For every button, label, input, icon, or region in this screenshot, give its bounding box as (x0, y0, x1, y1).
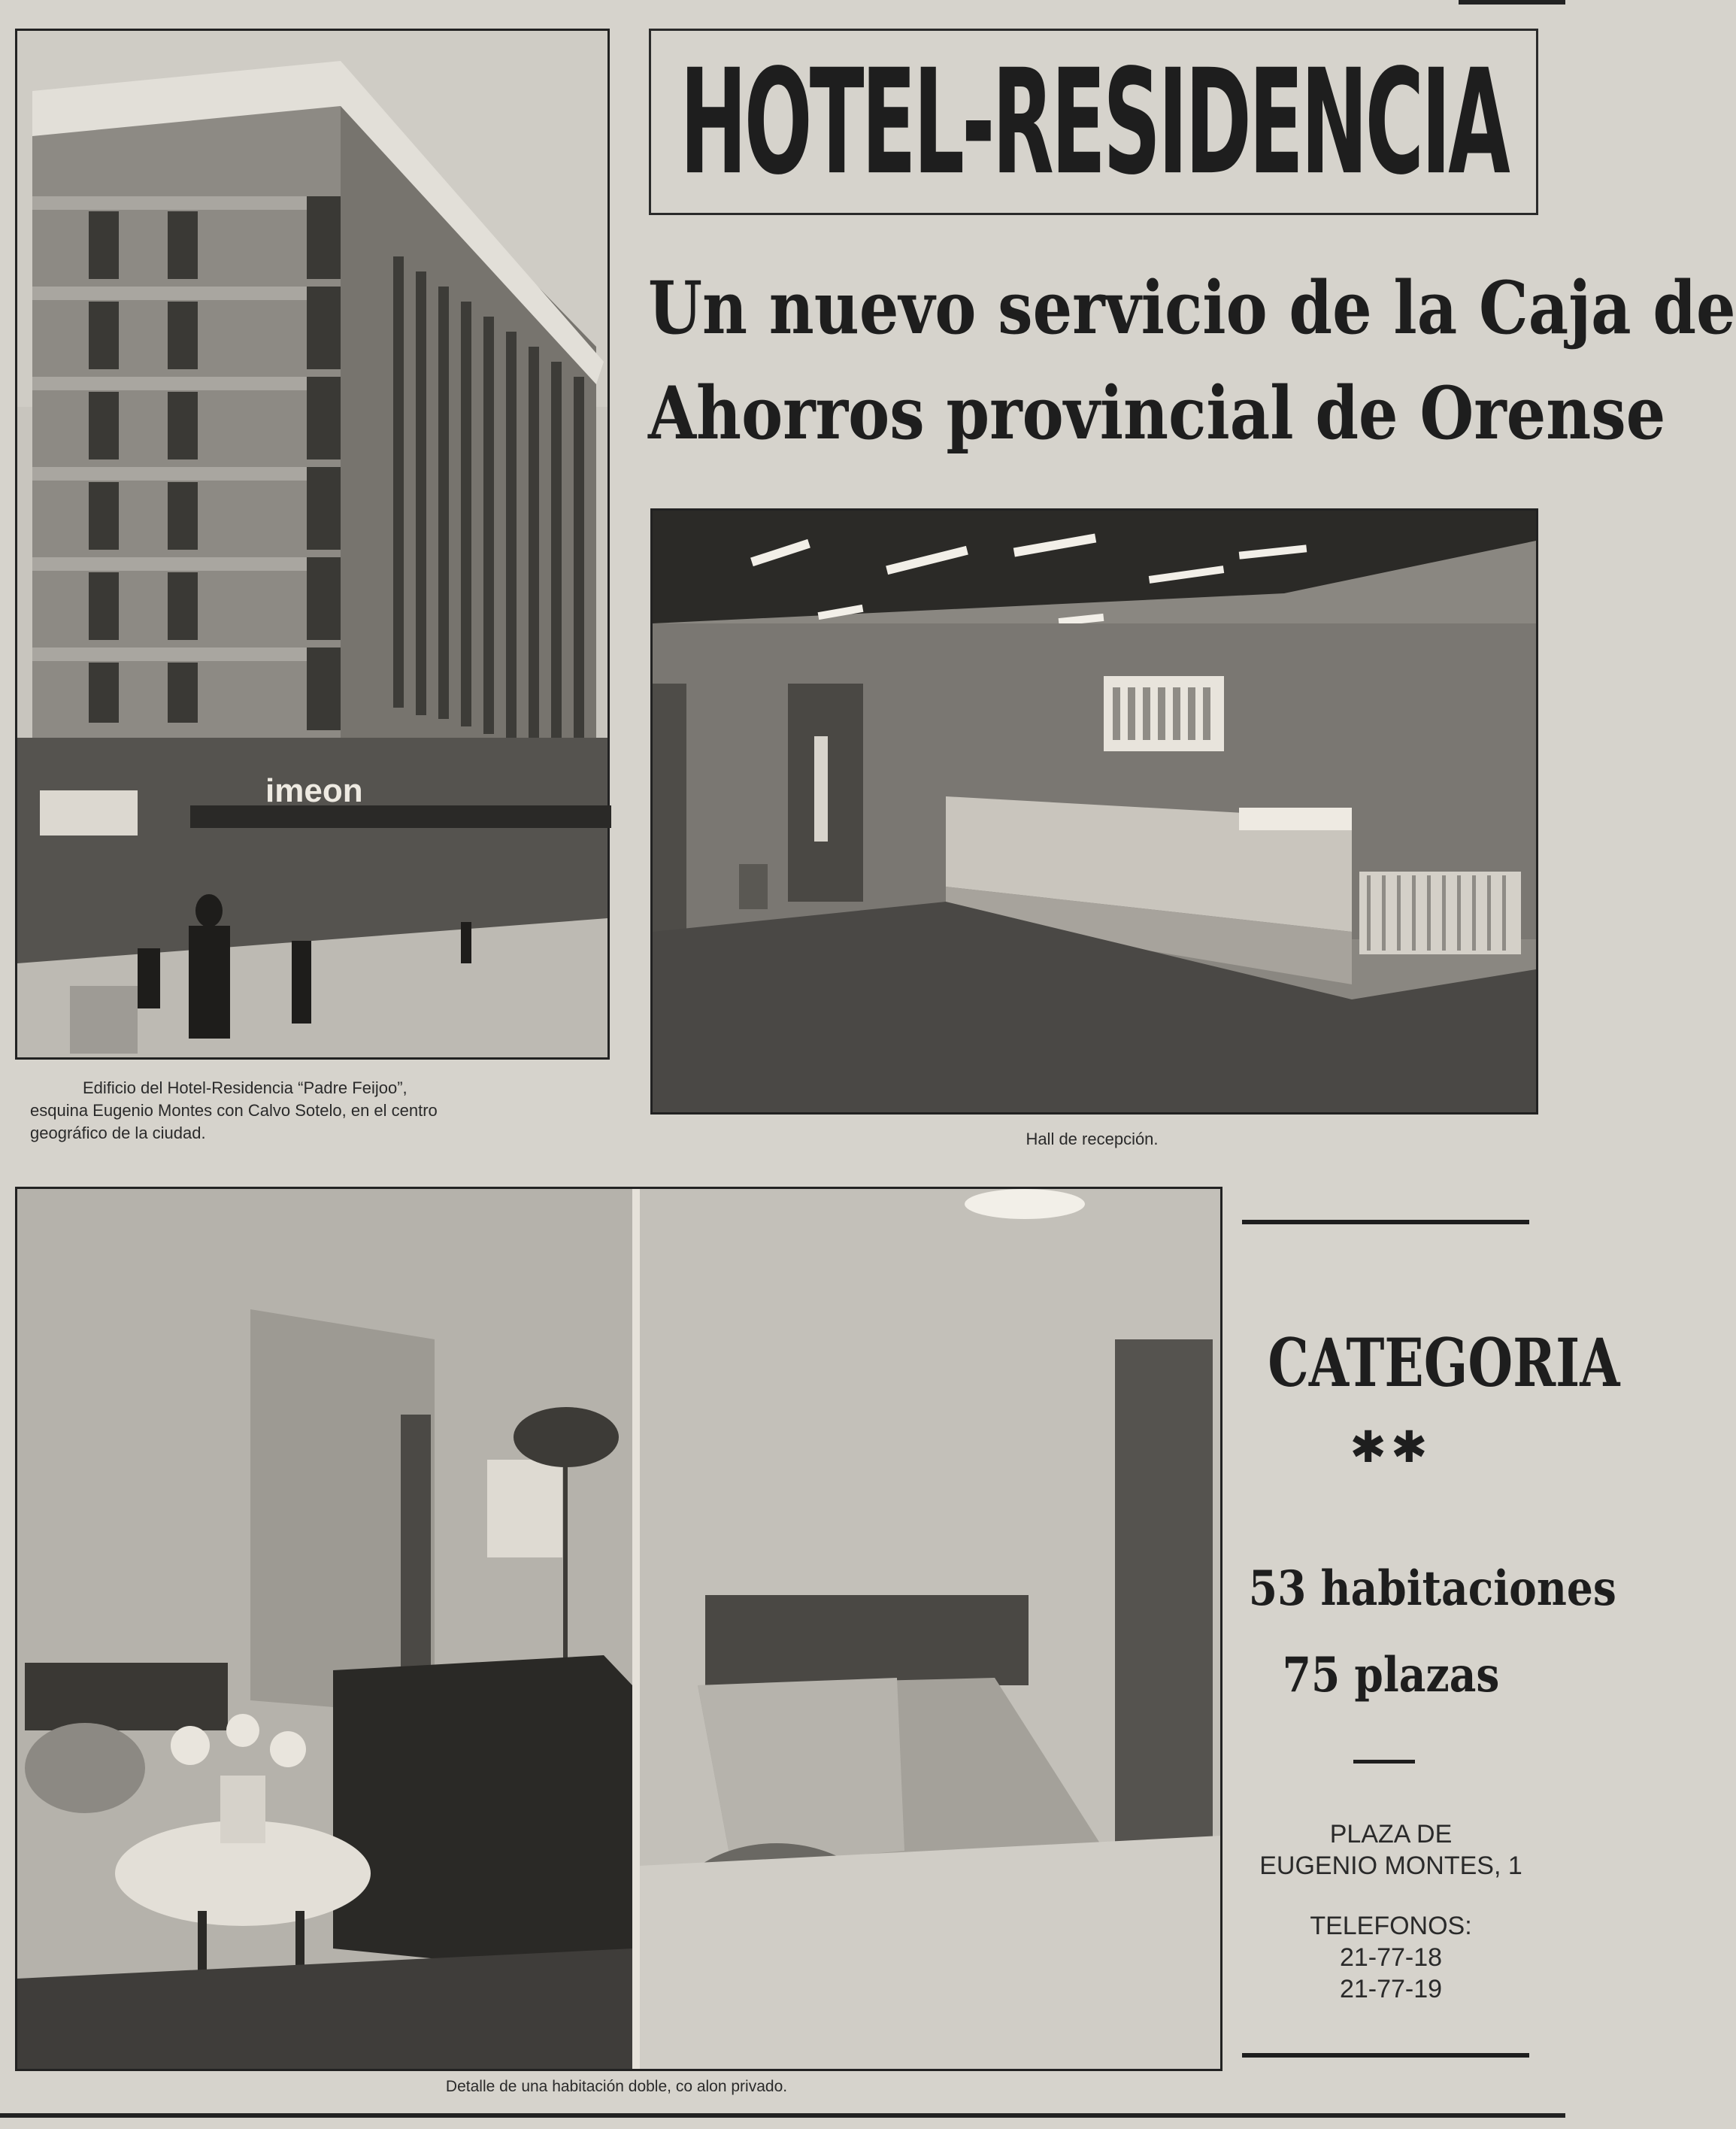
category-label: CATEGORIA (1268, 1324, 1620, 1402)
building-caption-line1: Edificio del Hotel-Residencia “Padre Feijoo”, (83, 1078, 407, 1097)
building-photo (15, 29, 610, 1060)
top-rule (1459, 0, 1565, 5)
phone-1: 21-77-18 (1339, 1943, 1443, 1972)
address-line-1: PLAZA DE (1329, 1820, 1453, 1848)
double-room-photo (15, 1187, 1222, 2071)
phone-2: 21-77-19 (1339, 1975, 1443, 2003)
subtitle-line-1: Un nuevo servicio de la Caja de (648, 265, 1736, 350)
headline-title: HOTEL-RESIDENCIA (680, 37, 1507, 207)
building-caption-line3: geográfico de la ciudad. (30, 1124, 206, 1142)
reception-caption: Hall de recepción. (1026, 1130, 1159, 1148)
address-line-2: EUGENIO MONTES, 1 (1259, 1852, 1522, 1880)
store-sign: imeon (265, 772, 363, 809)
places-count: 75 plazas (1282, 1647, 1500, 1703)
subtitle-line-2: Ahorros provincial de Orense (648, 371, 1666, 456)
sidebar-rule-top (1242, 1220, 1529, 1224)
room-caption: Detalle de una habitación doble, co alon privado. (445, 2078, 788, 2095)
reception-hall-photo (650, 508, 1538, 1115)
sidebar-dash (1353, 1760, 1415, 1764)
building-caption-line2: esquina Eugenio Montes con Calvo Sotelo, en el centro (30, 1101, 438, 1120)
headline-subtitle (648, 256, 1736, 466)
phones-label: TELEFONOS: (1310, 1912, 1472, 1940)
category-stars: ✱✱ (1350, 1423, 1432, 1472)
rooms-count: 53 habitaciones (1248, 1560, 1616, 1617)
building-caption (30, 1077, 609, 1145)
headline-box (649, 29, 1538, 215)
bottom-rule (0, 2113, 1565, 2118)
sidebar-rule-bottom (1242, 2053, 1529, 2058)
